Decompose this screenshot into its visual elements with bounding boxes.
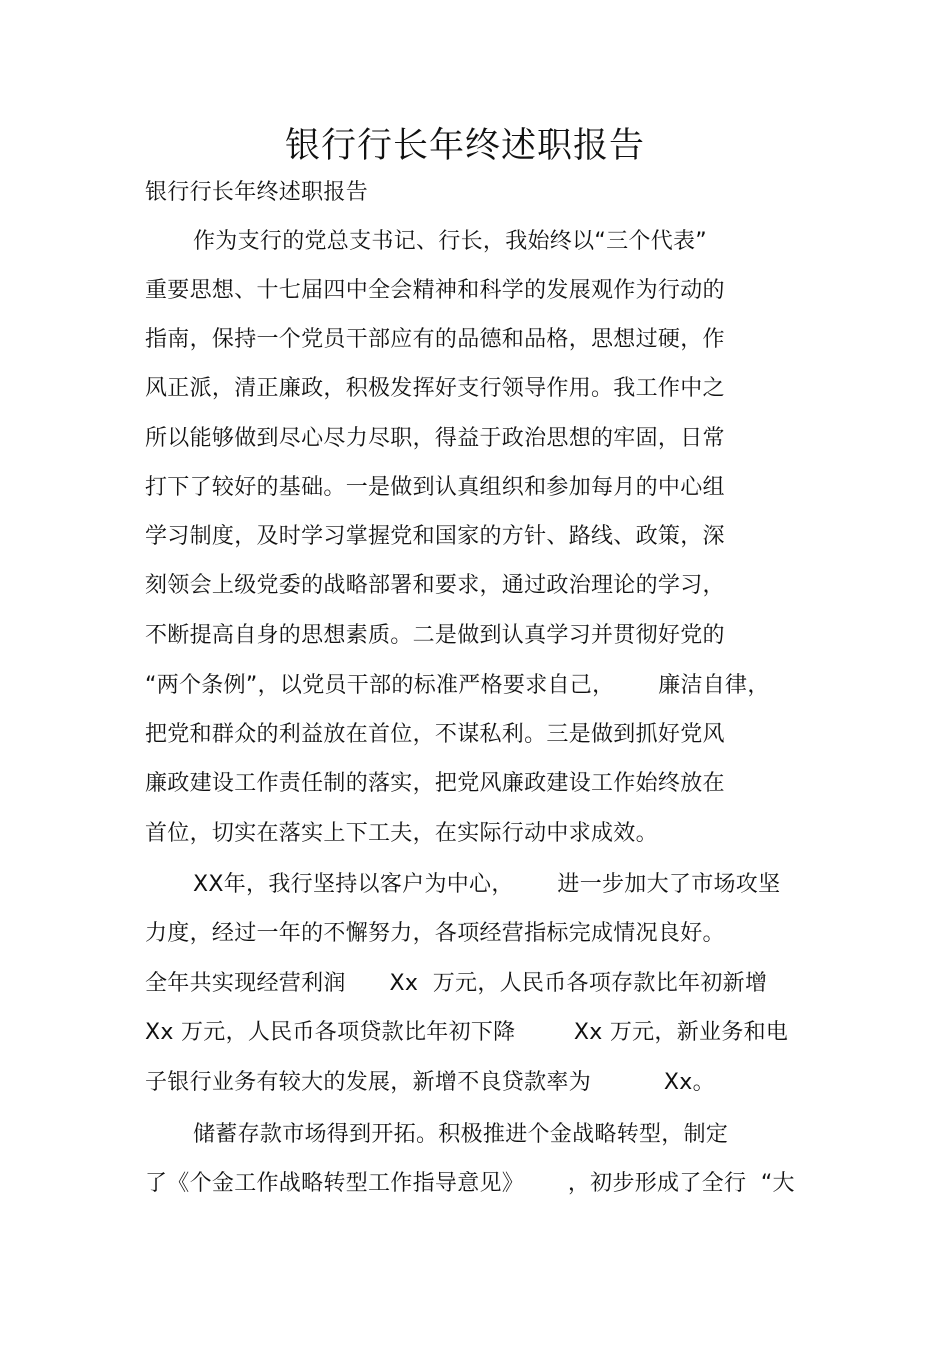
body-line-3: 指南，保持一个党员干部应有的品德和品格，思想过硬，作 xyxy=(145,327,725,352)
body-line-7: 学习制度，及时学习掌握党和国家的方针、路线、政策，深 xyxy=(145,524,725,549)
document-title: 银行行长年终述职报告 xyxy=(284,126,645,166)
body-line-20: 了《个金工作战略转型工作指导意见》 ，初步形成了全行 “大 xyxy=(145,1171,795,1196)
body-line-6: 打下了较好的基础。一是做到认真组织和参加每月的中心组 xyxy=(145,475,725,500)
body-line-10: “两个条例”，以党员干部的标准严格要求自己， 廉洁自律， xyxy=(145,673,770,698)
body-line-12: 廉政建设工作责任制的落实，把党风廉政建设工作始终放在 xyxy=(145,771,725,796)
body-line-15: 力度，经过一年的不懈努力，各项经营指标完成情况良好。 xyxy=(145,921,725,946)
body-line-2: 重要思想、十七届四中全会精神和科学的发展观作为行动的 xyxy=(145,278,725,303)
body-line-19: 储蓄存款市场得到开拓。积极推进个金战略转型，制定 xyxy=(193,1122,729,1147)
body-line-8: 刻领会上级党委的战略部署和要求，通过政治理论的学习， xyxy=(145,573,725,598)
body-line-14: XX年，我行坚持以客户为中心， 进一步加大了市场攻坚 xyxy=(193,872,781,897)
body-line-9: 不断提高自身的思想素质。二是做到认真学习并贯彻好党的 xyxy=(145,623,725,648)
body-line-16: 全年共实现经营利润 Xx 万元，人民币各项存款比年初新增 xyxy=(145,971,768,996)
body-line-17: Xx 万元，人民币各项贷款比年初下降 Xx 万元，新业务和电 xyxy=(145,1020,789,1045)
body-line-11: 把党和群众的利益放在首位，不谋私利。三是做到抓好党风 xyxy=(145,722,725,747)
body-line-4: 风正派，清正廉政，积极发挥好支行领导作用。我工作中之 xyxy=(145,376,725,401)
body-line-13: 首位，切实在落实上下工夫，在实际行动中求成效。 xyxy=(145,821,658,846)
body-line-18: 子银行业务有较大的发展，新增不良贷款率为 Xx。 xyxy=(145,1070,715,1095)
body-line-5: 所以能够做到尽心尽力尽职，得益于政治思想的牢固，日常 xyxy=(145,426,725,451)
body-line-1: 作为支行的党总支书记、行长，我始终以“三个代表” xyxy=(193,229,707,254)
document-subtitle: 银行行长年终述职报告 xyxy=(145,180,369,205)
